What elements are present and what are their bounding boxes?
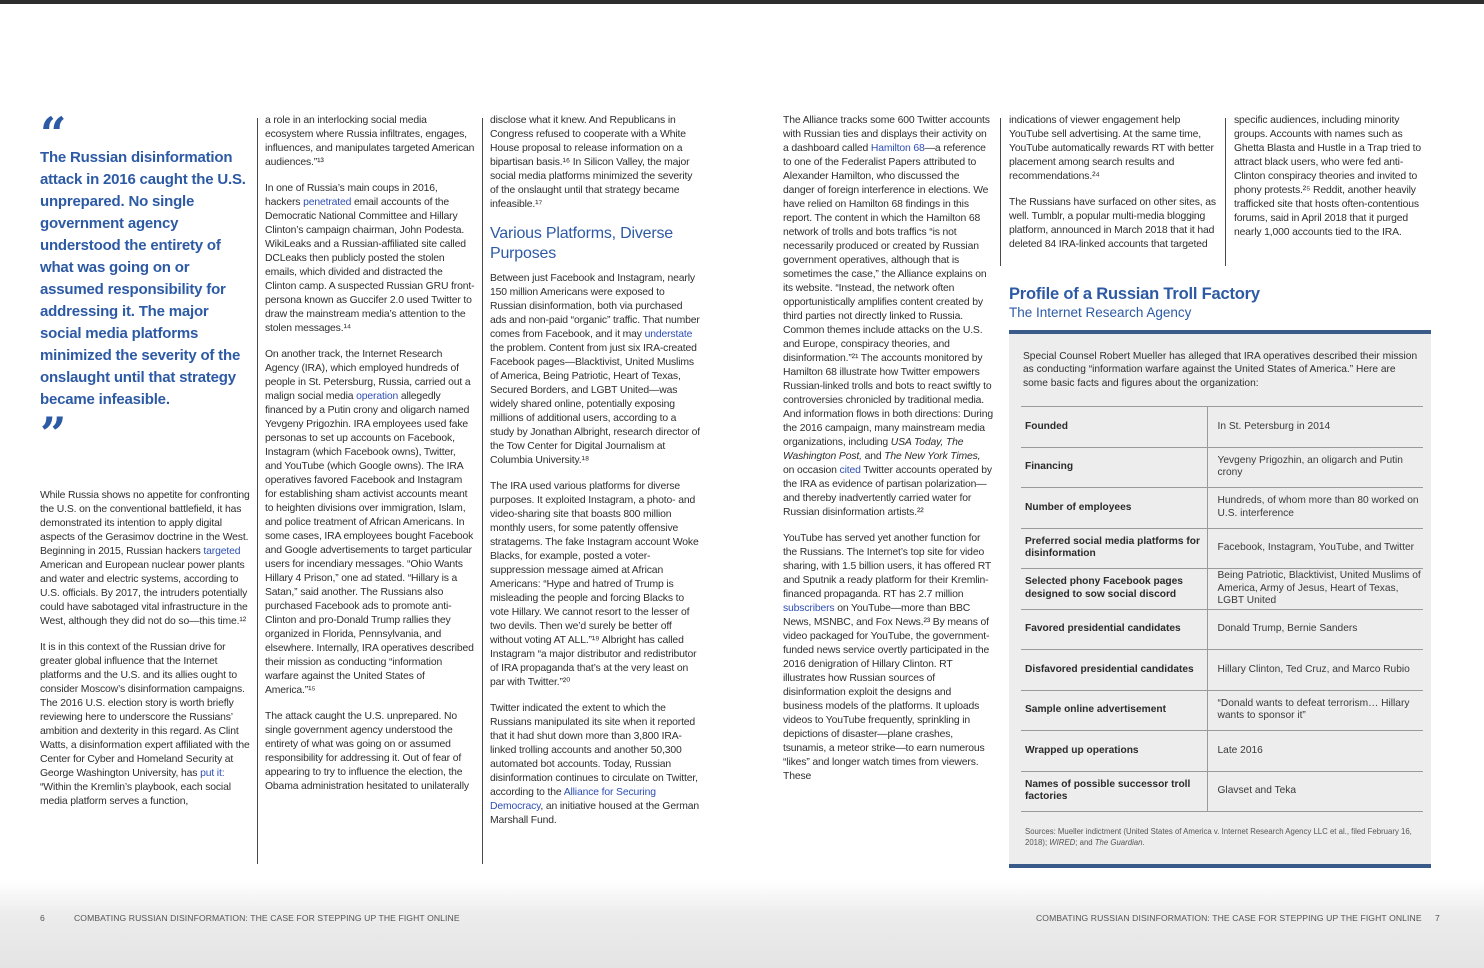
link-penetrated[interactable]: penetrated	[303, 197, 352, 208]
sidebar-subtitle: The Internet Research Agency	[1009, 305, 1192, 320]
fact-value: Donald Trump, Bernie Sanders	[1207, 609, 1423, 650]
link-understate[interactable]: understate	[644, 329, 693, 340]
fact-label: Preferred social media platforms for disinformation	[1021, 528, 1207, 569]
top-border	[0, 0, 1484, 4]
fact-value: “Donald wants to defeat terrorism… Hillary wants to sponsor it”	[1207, 690, 1423, 731]
page-bottom-shade	[0, 880, 1484, 968]
paragraph: a role in an interlocking social media ecosystem where Russia infiltrates, engages, influences, and manipulates targeted American audiences.”¹³	[265, 115, 475, 168]
fact-value: In St. Petersburg in 2014	[1207, 407, 1423, 448]
table-row	[1021, 569, 1423, 610]
fact-value: Glavset and Teka	[1207, 771, 1423, 812]
pull-quote: The Russian disinformation attack in 2016 caught the U.S. unprepared. No single government agency understood the entirety of what was going on or assumed responsibility for addressing it. The major social media platforms minimized the severity of the onslaught until that strategy became infeasible.	[40, 149, 246, 408]
table-row	[1021, 731, 1423, 772]
sidebar-box	[1009, 330, 1431, 868]
paragraph: Twitter indicated the extent to which the Russians manipulated its site when it reported that it had shut down more than 3,800 IRA-linked trolling accounts and another 50,300 automated bot accounts. Today, Russian disinformation continues to circulate on Twitter, according to the Alliance for Securing Democracy, an initiative housed at the German Marshall Fund.	[490, 703, 700, 826]
column-1	[40, 489, 250, 864]
table-row	[1021, 609, 1423, 650]
link-operation[interactable]: operation	[356, 391, 399, 402]
link-hamilton-68[interactable]: Hamilton 68	[870, 143, 925, 154]
facts-table	[1021, 406, 1423, 812]
column-2	[265, 114, 475, 866]
column-rule	[257, 118, 258, 864]
paragraph: While Russia shows no appetite for confronting the U.S. on the conventional battlefield, it has demonstrated its intention to apply digital aspects of the Gerasimov doctrine in the West. Beginning in 2015, Russian hackers targeted American and European nuclear power plants and water and electric systems, according to U.S. officials. By 2017, the intruders potentially could have sabotaged vital infrastructure in the West, although they did not do so—this time.¹²	[40, 490, 250, 627]
fact-value: Hillary Clinton, Ted Cruz, and Marco Rubio	[1207, 650, 1423, 691]
fact-label: Financing	[1021, 447, 1207, 488]
right-page-number: 7	[1435, 913, 1440, 923]
sidebar-sources: Sources: Mueller indictment (United States of America v. Internet Research Agency LLC et al., filed February 16, 2018); WIRED; and The Guardian.	[1025, 827, 1412, 847]
open-quote-mark: “	[40, 107, 67, 161]
fact-label: Number of employees	[1021, 488, 1207, 529]
fact-value: Hundreds, of whom more than 80 worked on U.S. interference	[1207, 488, 1423, 529]
paragraph: YouTube has served yet another function for the Russians. The Internet’s top site for video sharing, with 1.5 billion users, it has offered RT and Sputnik a ready platform for their Kremlin-financed propaganda. RT has 2.7 million subscribers on YouTube—more than BBC News, MSNBC, and Fox News.²³ By means of video packaged for YouTube, the government-funded news service overtly participated in the 2016 denigration of Hillary Clinton. RT illustrates how Russian sources of disinformation exploit the designs and business models of the platforms. It uploads videos to YouTube frequently, sprinkling in depictions of disaster—plane crashes, tsunamis, a meteor strike—to earn numerous “likes” and longer watch times from viewers. These	[783, 533, 991, 782]
link-put-it[interactable]: put it:	[200, 768, 225, 779]
fact-label: Wrapped up operations	[1021, 731, 1207, 772]
fact-label: Favored presidential candidates	[1021, 609, 1207, 650]
column-4	[783, 114, 993, 866]
fact-value: Being Patriotic, Blacktivist, United Muslims of America, Army of Jesus, Heart of Texas, LGBT United	[1207, 569, 1423, 610]
link-targeted[interactable]: targeted	[203, 546, 241, 557]
table-row	[1021, 407, 1423, 448]
link-alliance-for-securing-democracy[interactable]: Alliance for Securing Democracy	[490, 787, 656, 812]
paragraph: The attack caught the U.S. unprepared. No single government agency understood the entirety of what was going on or assumed responsibility for addressing it. Out of fear of appearing to try to influence the election, the Obama administration hesitated to unilaterally	[265, 711, 469, 792]
column-3	[490, 114, 700, 866]
paragraph: disclose what it knew. And Republicans in Congress refused to cooperate with a White House proposal to release information on a bipartisan basis.¹⁶ In Silicon Valley, the major social media platforms minimized the severity of the onslaught until that strategy became infeasible.¹⁷	[490, 115, 693, 210]
fact-label: Names of possible successor troll factories	[1021, 771, 1207, 812]
fact-value: Late 2016	[1207, 731, 1423, 772]
paragraph: On another track, the Internet Research Agency (IRA), which employed hundreds of people in St. Petersburg, Russia, carried out a malign social media operation allegedly financed by a Putin crony and oligarch named Yevgeny Prigozhin. IRA employees used fake personas to set up accounts on Facebook, Instagram (which Facebook owns), Twitter, and YouTube (which Google owns). The IRA operatives favored Facebook and Instagram for establishing sham activist accounts meant to heighten divisions over immigration, Islam, and police treatment of African Americans. In some cases, IRA employees bought Facebook and Google advertisements to target particular users for incendiary messages. “Ohio Wants Hillary 4 Prison,” one ad stated. “Hillary is a Satan,” said another. The Russians also purchased Facebook ads to promote anti-Clinton and pro-Donald Trump rallies they organized in Florida, Pennsylvania, and elsewhere. Internally, IRA operatives described their mission as conducting “information warfare against the United States of America.”¹⁵	[265, 349, 474, 696]
section-heading: Various Platforms, Diverse Purposes	[490, 225, 674, 262]
table-row	[1021, 690, 1423, 731]
left-page-number: 6	[40, 913, 45, 923]
fact-value: Yevgeny Prigozhin, an oligarch and Putin crony	[1207, 447, 1423, 488]
paragraph: specific audiences, including minority groups. Accounts with names such as Ghetta Blasta and Hustle in a Trap tried to attract black users, who were fed anti-Clinton conspiracy theories and invited to phony protests.²⁵ Reddit, another heavily trafficked site that hosts often-contentious forums, said in April 2018 that it purged nearly 1,000 accounts tied to the IRA.	[1234, 115, 1422, 238]
paragraph: The IRA used various platforms for diverse purposes. It exploited Instagram, a photo- and video-sharing site that boasts 800 million monthly users, for some patently offensive stratagems. The fake Instagram account Woke Blacks, for example, posted a voter-suppression message aimed at African Americans: “Hype and hatred of Trump is misleading the people and forcing Blacks to vote Hillary. We cannot resort to the lesser of two devils. Then we’d surely be better off without voting AT ALL.”¹⁹ Albright has called Instagram “a major distributor and redistributor of IRA propaganda that’s at the very least on par with Twitter.”²⁰	[490, 481, 699, 688]
fact-label: Founded	[1021, 407, 1207, 448]
fact-label: Sample online advertisement	[1021, 690, 1207, 731]
sidebar-title: Profile of a Russian Troll Factory	[1009, 285, 1260, 303]
close-quote-mark: ”	[40, 407, 67, 461]
column-rule	[1225, 118, 1226, 266]
paragraph: The Russians have surfaced on other sites, as well. Tumblr, a popular multi-media blogging platform, announced in March 2018 that it had deleted 84 IRA-linked accounts that targeted	[1009, 197, 1216, 250]
sidebar-intro: Special Counsel Robert Mueller has alleged that IRA operatives described their mission as conducting “information warfare against the United States of America.” Here are some basic facts and figures about the organization:	[1023, 351, 1418, 389]
paragraph: In one of Russia’s main coups in 2016, hackers penetrated email accounts of the Democratic National Committee and Hillary Clinton’s campaign chairman, John Podesta. WikiLeaks and a Russian-affiliated site called DCLeaks then publicly posted the stolen emails, which divided and distracted the Clinton camp. A suspected Russian GRU front-persona known as Guccifer 2.0 used Twitter to draw the mainstream media’s attention to the stolen messages.¹⁴	[265, 183, 475, 334]
table-row	[1021, 650, 1423, 691]
table-row	[1021, 488, 1423, 529]
table-row	[1021, 447, 1423, 488]
column-6	[1234, 114, 1434, 270]
column-5	[1009, 114, 1217, 270]
column-rule	[482, 118, 483, 864]
paragraph: It is in this context of the Russian drive for greater global influence that the Internet platforms and the U.S. and its allies ought to consider Moscow’s disinformation campaigns. The 2016 U.S. election story is worth briefly reviewing here to underscore the Russians’ ambition and dexterity in this regard. As Clint Watts, a disinformation expert affiliated with the Center for Cyber and Homeland Security at George Washington University, has put it: “Within the Kremlin’s playbook, each social media platform serves a function,	[40, 642, 250, 807]
paragraph: The Alliance tracks some 600 Twitter accounts with Russian ties and displays their activity on a dashboard called Hamilton 68—a reference to one of the Federalist Papers attributed to Alexander Hamilton, who discussed the danger of foreign interference in elections. We have relied on Hamilton 68 findings in this report. The content in which the Hamilton 68 network of trolls and bots traffics “is not necessarily produced or created by Russian government operatives, although that is sometimes the case,” the Alliance explains on its website. “Instead, the network often opportunistically amplifies content created by third parties not directly linked to Russia. Common themes include attacks on the U.S. and Europe, conspiracy theories, and disinformation.”²¹ The accounts monitored by Hamilton 68 illustrate how Twitter empowers Russian-linked trolls and bots to react swiftly to controversies chronicled by traditional media. And information flows in both directions: During the 2016 campaign, many mainstream media organizations, including USA Today, The Washington Post, and The New York Times, on occasion cited Twitter accounts operated by the IRA as evidence of partisan polarization—and thereby inadvertently carried water for Russian disinformation artists.²²	[783, 115, 993, 518]
link-subscribers[interactable]: subscribers	[783, 603, 835, 614]
fact-label: Disfavored presidential candidates	[1021, 650, 1207, 691]
paragraph: indications of viewer engagement help YouTube sell advertising. At the same time, YouTube automatically rewards RT with better placement among search results and recommendations.²⁴	[1009, 115, 1214, 182]
right-running-title: COMBATING RUSSIAN DISINFORMATION: THE CASE FOR STEPPING UP THE FIGHT ONLINE	[1036, 913, 1422, 923]
table-row	[1021, 528, 1423, 569]
paragraph: Between just Facebook and Instagram, nearly 150 million Americans were exposed to Russian disinformation, both via purchased ads and non-paid “organic” traffic. That number comes from Facebook, and it may understate the problem. Content from just six IRA-created Facebook pages—Blacktivist, United Muslims of America, Being Patriotic, Heart of Texas, Secured Borders, and LGBT United—was widely shared online, potentially exposing millions of additional users, according to a study by Jonathan Albright, research director of the Tow Center for Digital Journalism at Columbia University.¹⁸	[490, 273, 700, 466]
left-running-title: COMBATING RUSSIAN DISINFORMATION: THE CASE FOR STEPPING UP THE FIGHT ONLINE	[74, 913, 460, 923]
fact-label: Selected phony Facebook pages designed to sow social discord	[1021, 569, 1207, 610]
column-rule	[1000, 118, 1001, 266]
table-row	[1021, 771, 1423, 812]
link-cited[interactable]: cited	[839, 465, 861, 476]
fact-value: Facebook, Instagram, YouTube, and Twitter	[1207, 528, 1423, 569]
